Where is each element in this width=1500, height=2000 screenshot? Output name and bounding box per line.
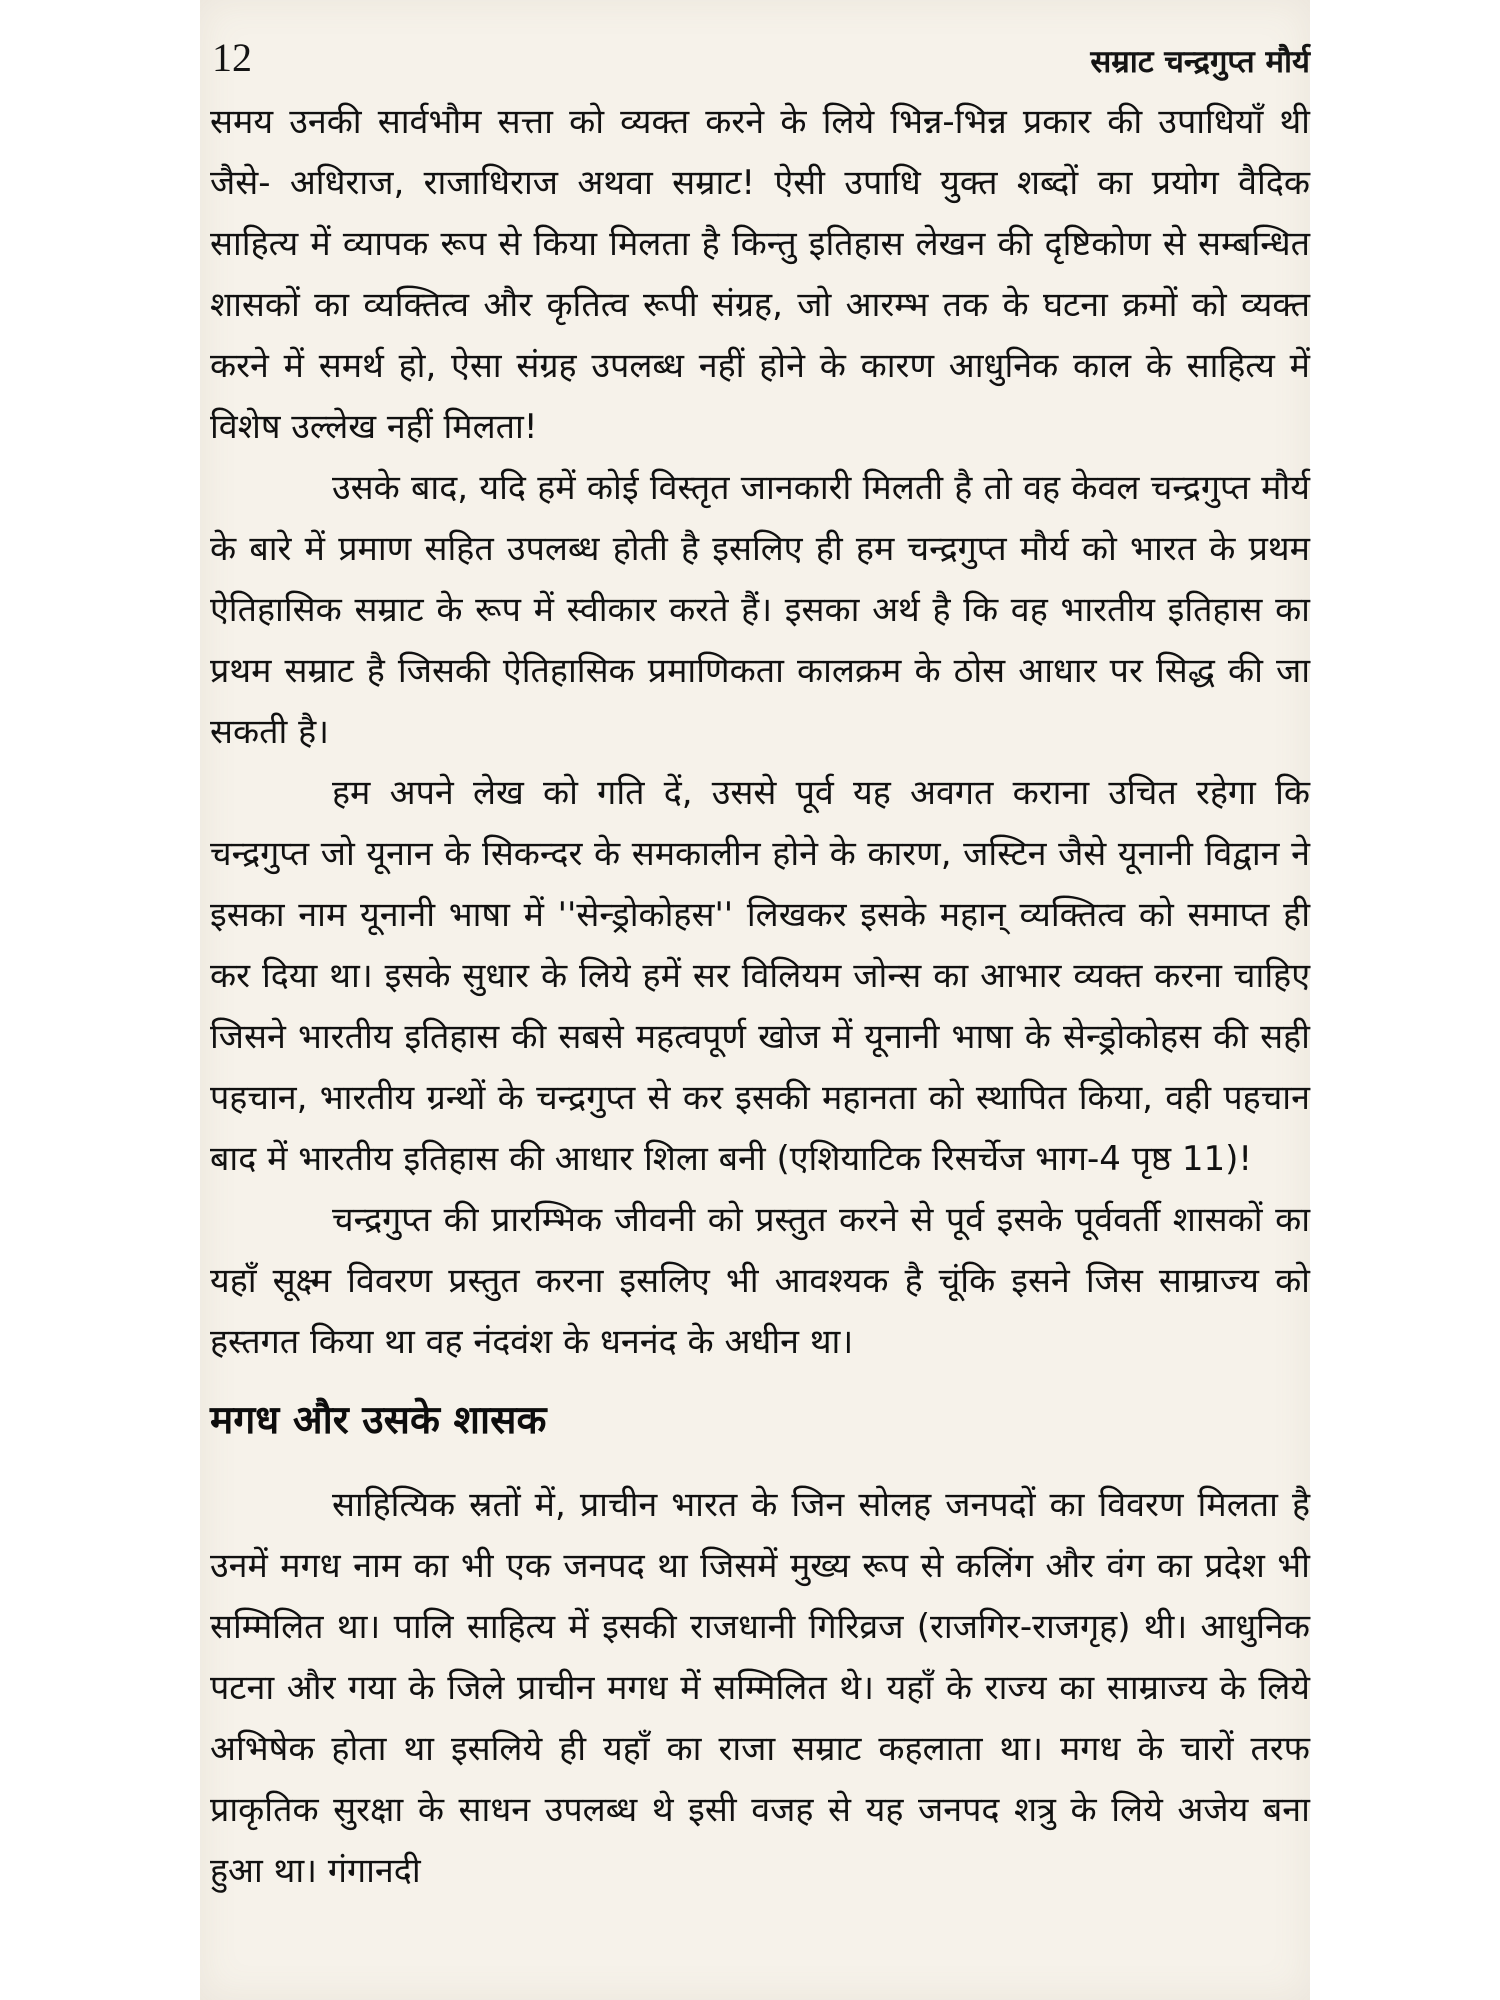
running-title: सम्राट चन्द्रगुप्त मौर्य [1090,44,1310,80]
section-paragraph: साहित्यिक स्रतों में, प्राचीन भारत के जिन सोलह जनपदों का विवरण मिलता है उनमें मगध नाम का भी एक जनपद था जिसमें मुख्य रूप से कलिंग और वंग का प्रदेश भी सम्मिलित था। पालि साहित्य में इसकी राजधानी गिरिव्रज (राजगिर-राजगृह) थी। आधुनिक पटना और गया के जिले प्राचीन मगध में सम्मिलित थे। यहाँ के राज्य का साम्राज्य के लिये अभिषेक होता था इसलिये ही यहाँ का राजा सम्राट कहलाता था। मगध के चारों तरफ प्राकृतिक सुरक्षा के साधन उपलब्ध थे इसी वजह से यह जनपद शत्रु के लिये अजेय बना हुआ था। गंगानदी [210,1485,1310,1891]
paragraph-4: चन्द्रगुप्त की प्रारम्भिक जीवनी को प्रस्तुत करने से पूर्व इसके पूर्ववर्ती शासकों का यहाँ सूक्ष्म विवरण प्रस्तुत करना इसलिए भी आवश्यक है चूंकि इसने जिस साम्राज्य को हस्तगत किया था वह नंदवंश के धननंद के अधीन था। [210,1200,1310,1362]
paragraph-1: समय उनकी सार्वभौम सत्ता को व्यक्त करने के लिये भिन्न-भिन्न प्रकार की उपाधियाँ थी जैसे- अधिराज, राजाधिराज अथवा सम्राट! ऐसी उपाधि युक्त शब्दों का प्रयोग वैदिक साहित्य में व्यापक रूप से किया मिलता है किन्तु इतिहास लेखन की दृष्टिकोण से सम्बन्धित शासकों का व्यक्तित्व और कृतित्व रूपी संग्रह, जो आरम्भ तक के घटना क्रमों को व्यक्त करने में समर्थ हो, ऐसा संग्रह उपलब्ध नहीं होने के कारण आधुनिक काल के साहित्य में विशेष उल्लेख नहीं मिलता! [210,102,1310,447]
paragraph-2: उसके बाद, यदि हमें कोई विस्तृत जानकारी मिलती है तो वह केवल चन्द्रगुप्त मौर्य के बारे में प्रमाण सहित उपलब्ध होती है इसलिए ही हम चन्द्रगुप्त मौर्य को भारत के प्रथम ऐतिहासिक सम्राट के रूप में स्वीकार करते हैं। इसका अर्थ है कि वह भारतीय इतिहास का प्रथम सम्राट है जिसकी ऐतिहासिक प्रमाणिकता कालक्रम के ठोस आधार पर सिद्ध की जा सकती है। [210,468,1310,752]
page-body [210,92,1310,1902]
paragraph-3: हम अपने लेख को गति दें, उससे पूर्व यह अवगत कराना उचित रहेगा कि चन्द्रगुप्त जो यूनान के सिकन्दर के समकालीन होने के कारण, जस्टिन जैसे यूनानी विद्वान ने इसका नाम यूनानी भाषा में ''सेन्ड्रोकोहस'' लिखकर इसके महान् व्यक्तित्व को समाप्त ही कर दिया था। इसके सुधार के लिये हमें सर विलियम जोन्स का आभार व्यक्त करना चाहिए जिसने भारतीय इतिहास की सबसे महत्वपूर्ण खोज में यूनानी भाषा के सेन्ड्रोकोहस की सही पहचान, भारतीय ग्रन्थों के चन्द्रगुप्त से कर इसकी महानता को स्थापित किया, वही पहचान बाद में भारतीय इतिहास की आधार शिला बनी (एशियाटिक रिसर्चेज भाग-4 पृष्ठ 11)! [210,773,1310,1179]
section-heading: मगध और उसके शासक [210,1398,547,1443]
page-number: 12 [212,35,252,80]
